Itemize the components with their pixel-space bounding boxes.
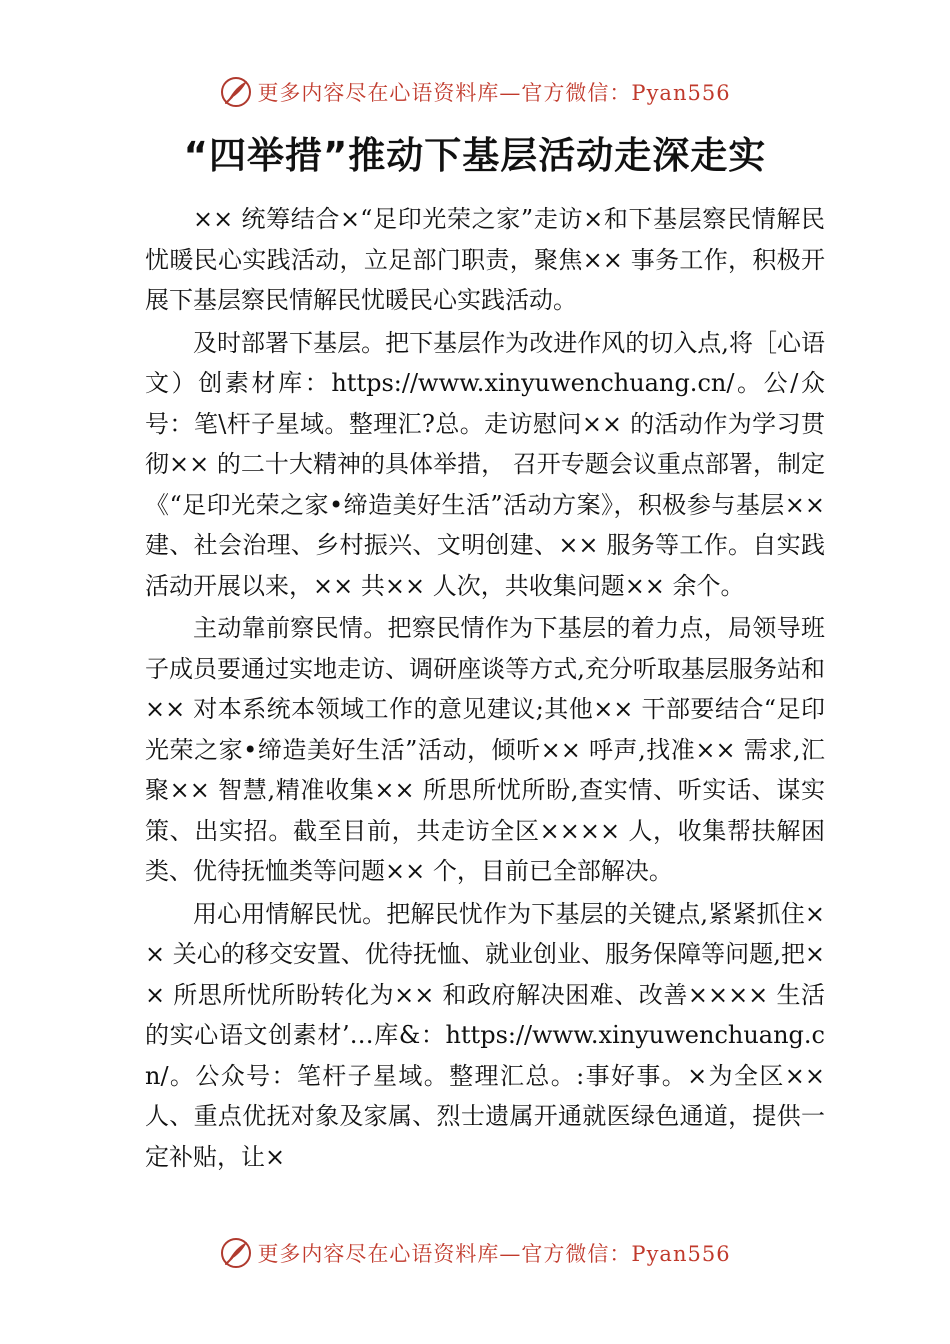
header-watermark-text: 更多内容尽在心语资料库—官方微信：Pyan556 [257,81,731,105]
paragraph-deploy: 及时部署下基层。把下基层作为改进作风的切入点,将［心语文）创素材库：https://www.xinyuwenchuang.cn/。公/众号：笔\杆子星域。整理汇?总。走访慰问×× 的活动作为学习贯彻×× 的二十大精神的具体举措， 召开专题会议重点部署，制定《“足印光荣之家•缔造美好生活”活动方案》，积极参与基层×× 建、社会治理、乡村振兴、文明创建、×× 服务等工作。自实践活动开展以来，×× 共×× 人次，共收集问题×× 余个。 [145,328,825,600]
footer-watermark-banner [0,1233,950,1273]
document-title: “四举措”推动下基层活动走深走实 [183,134,767,177]
footer-watermark-text: 更多内容尽在心语资料库—官方微信：Pyan556 [257,1242,731,1266]
header-watermark-banner [0,72,950,112]
feather-logo-icon [219,1236,253,1270]
document-body [145,199,825,1177]
paragraph-resolve: 用心用情解民忧。把解民忧作为下基层的关键点,紧紧抓住×× 关心的移交安置、优待抚恤、就业创业、服务保障等问题,把×× 所思所忧所盼转化为×× 和政府解决困难、改善×××× 生活的实心语文创素材’…库&：https://www.xinyuwenchuang.cn/。公众号：笔杆子星域。整理汇总。:事好事。×为全区×× 人、重点优抚对象及家属、烈士遗属开通就医绿色通道，提供一定补贴，让× [145,899,825,1171]
paragraph-intro: ×× 统筹结合×“足印光荣之家”走访×和下基层察民情解民忧暖民心实践活动，立足部门职责，聚焦×× 事务工作，积极开展下基层察民情解民忧暖民心实践活动。 [145,205,825,314]
feather-logo-icon [219,75,253,109]
paragraph-investigate: 主动靠前察民情。把察民情作为下基层的着力点，局领导班子成员要通过实地走访、调研座谈等方式,充分听取基层服务站和×× 对本系统本领域工作的意见建议;其他×× 干部要结合“足印光荣之家•缔造美好生活”活动，倾听×× 呼声,找准×× 需求,汇聚×× 智慧,精准收集×× 所思所忧所盼,查实情、听实话、谋实策、出实招。截至目前，共走访全区×××× 人，收集帮扶解困类、优待抚恤类等问题×× 个，目前已全部解决。 [145,614,825,885]
